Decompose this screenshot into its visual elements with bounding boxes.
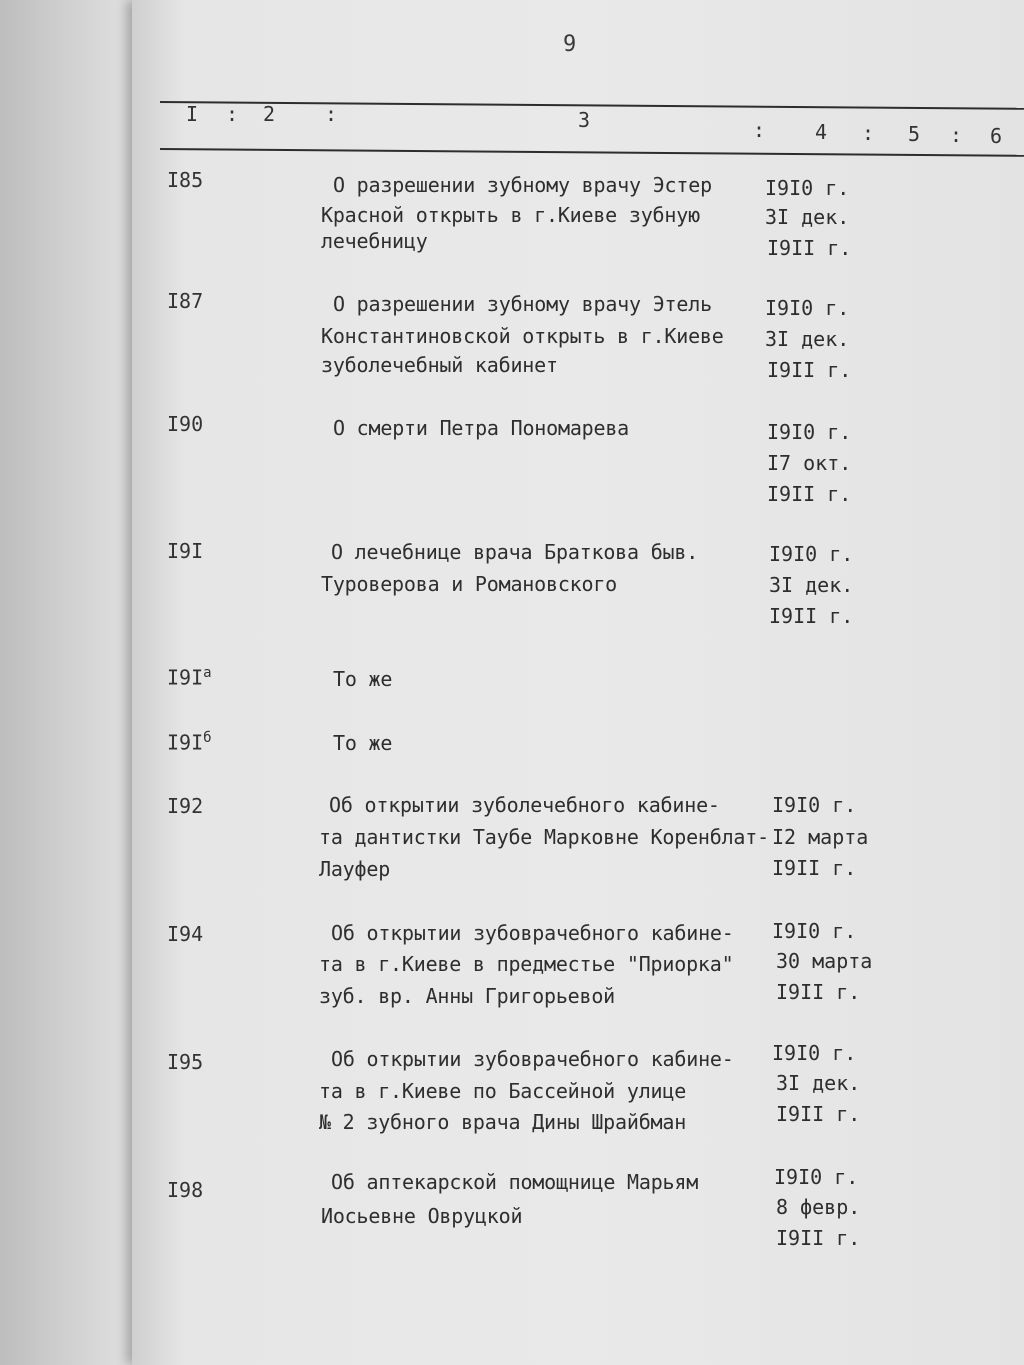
column-header-3: 3 bbox=[578, 108, 591, 132]
column-separator: : bbox=[862, 121, 875, 145]
item-title-line: лечебницу bbox=[321, 229, 428, 253]
item-title-line: та в г.Киеве по Бассейной улице bbox=[319, 1079, 687, 1103]
item-date-year-start: I9I0 г. bbox=[769, 542, 854, 566]
item-title-line: Об открытии зуболечебного кабине- bbox=[329, 793, 720, 817]
item-number: I98 bbox=[167, 1178, 204, 1202]
item-date-day: 3I дек. bbox=[765, 205, 850, 229]
item-title-line: Красной открыть в г.Киеве зубную bbox=[321, 203, 700, 227]
item-date-year-start: I9I0 г. bbox=[772, 1041, 857, 1065]
item-title-line: та в г.Киеве в предместье "Приорка" bbox=[319, 952, 734, 976]
item-title-line: № 2 зубного врача Дины Шрайбман bbox=[319, 1110, 687, 1134]
column-header-6: 6 bbox=[990, 124, 1003, 148]
item-title-line: зуб. вр. Анны Григорьевой bbox=[319, 984, 616, 1008]
item-date-year-end: I9II г. bbox=[776, 980, 861, 1004]
left-page-edge bbox=[0, 0, 150, 1365]
item-title-line: зуболечебный кабинет bbox=[321, 353, 558, 377]
item-date-year-start: I9I0 г. bbox=[765, 296, 850, 320]
column-header-5: 5 bbox=[908, 122, 921, 146]
item-title-line: Иосьевне Овруцкой bbox=[321, 1204, 523, 1228]
item-number: $I9I^б$ bbox=[167, 730, 212, 755]
item-date-year-start: I9I0 г. bbox=[772, 793, 857, 817]
item-date-day: 8 февр. bbox=[776, 1195, 861, 1219]
item-date-year-end: I9II г. bbox=[776, 1102, 861, 1126]
item-number: $I9I^а$ bbox=[167, 665, 212, 690]
item-date-day: 30 марта bbox=[776, 949, 873, 973]
item-date-year-end: I9II г. bbox=[769, 604, 854, 628]
item-number: I92 bbox=[167, 794, 204, 818]
item-title-line: О разрешении зубному врачу Эстер bbox=[333, 173, 712, 197]
item-title-line: Константиновской открыть в г.Киеве bbox=[321, 324, 724, 348]
item-title-line: Лауфер bbox=[319, 857, 391, 881]
item-date-year-end: I9II г. bbox=[776, 1226, 861, 1250]
item-date-year-start: I9I0 г. bbox=[774, 1165, 859, 1189]
column-separator: : bbox=[950, 123, 963, 147]
item-date-year-end: I9II г. bbox=[767, 236, 852, 260]
item-number: I90 bbox=[167, 412, 204, 436]
item-title-line: То же bbox=[333, 667, 393, 691]
item-title-line: О смерти Петра Пономарева bbox=[333, 416, 630, 440]
column-separator: : bbox=[226, 102, 239, 126]
item-date-year-end: I9II г. bbox=[772, 856, 857, 880]
item-number: I85 bbox=[167, 168, 204, 192]
page-number: 9 bbox=[563, 32, 577, 57]
item-title-line: Об аптекарской помощнице Марьям bbox=[331, 1170, 699, 1194]
column-separator: : bbox=[753, 118, 766, 142]
item-date-day: 3I дек. bbox=[769, 573, 854, 597]
column-header-1: I bbox=[186, 102, 199, 126]
item-title-line: Об открытии зубоврачебного кабине- bbox=[331, 921, 734, 945]
item-date-year-end: I9II г. bbox=[767, 358, 852, 382]
item-date-day: 3I дек. bbox=[765, 327, 850, 351]
column-header-2: 2 bbox=[263, 102, 276, 126]
item-number: I87 bbox=[167, 289, 204, 313]
item-date-year-start: I9I0 г. bbox=[767, 420, 852, 444]
item-number: I9I bbox=[167, 539, 204, 563]
column-separator: : bbox=[325, 102, 338, 126]
item-date-year-start: I9I0 г. bbox=[765, 176, 850, 200]
item-date-day: I2 марта bbox=[772, 825, 869, 849]
item-title-line: То же bbox=[333, 731, 393, 755]
item-number: I94 bbox=[167, 922, 204, 946]
item-title-line: Туроверова и Романовского bbox=[321, 572, 618, 596]
item-number: I95 bbox=[167, 1050, 204, 1074]
item-date-day: I7 окт. bbox=[767, 451, 852, 475]
item-date-year-start: I9I0 г. bbox=[772, 919, 857, 943]
item-date-day: 3I дек. bbox=[776, 1071, 861, 1095]
item-date-year-end: I9II г. bbox=[767, 482, 852, 506]
item-title-line: Об открытии зубоврачебного кабине- bbox=[331, 1047, 734, 1071]
item-title-line: О разрешении зубному врачу Этель bbox=[333, 292, 712, 316]
item-title-line: О лечебнице врача Браткова быв. bbox=[331, 540, 699, 564]
column-header-4: 4 bbox=[815, 120, 828, 144]
item-title-line: та дантистки Таубе Марковне Коренблат- bbox=[319, 825, 769, 849]
